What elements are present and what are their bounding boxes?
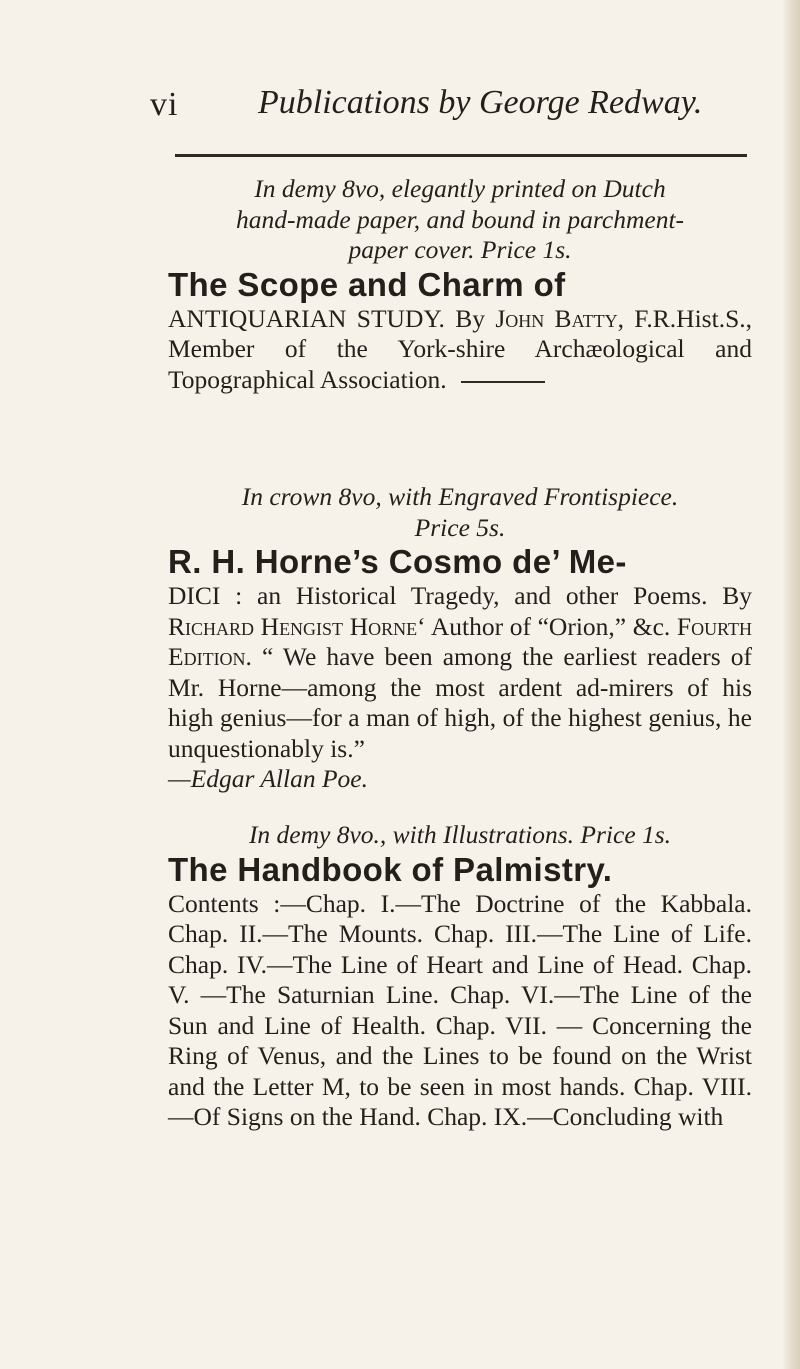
description-text: DICI : an Historical Tragedy, and other Poems. By (168, 581, 752, 610)
entry-description (168, 304, 752, 396)
author-name: Richard Hengist Horne‘ (168, 611, 426, 641)
contents-list: Contents :—Chap. I.—The Doctrine of the Kabbala. Chap. II.—The Mounts. Chap. III.—The Line of Life. Chap. IV.—The Line of Heart and Line of Head. Chap. V. —The Saturnian Line. Chap. VI.—The Line of the Sun and Line of Health. Chap. VII. — Concerning the Ring of Venus, and the Lines to be found on the Wrist and the Letter M, to be seen in most hands. Chap. VIII.—Of Signs on the Hand. Chap. IX.—Concluding with (168, 888, 752, 1131)
running-head (150, 80, 752, 132)
format-line: In crown 8vo, with Engraved Frontispiece. (241, 482, 679, 511)
book-page (150, 80, 753, 1131)
short-rule-divider (461, 381, 545, 383)
page-edge-shadow (782, 0, 800, 1369)
book-title-heading: R. H. Horne’s Cosmo de’ Me- (168, 543, 627, 580)
entry-cosmo-de-medici (168, 482, 752, 795)
header-rule (175, 154, 747, 157)
running-head-title: Publications by George Redway. (258, 84, 703, 121)
entry-antiquarian-study (168, 174, 752, 395)
quote-attribution: —Edgar Allan Poe. (168, 764, 368, 793)
description-text: , F.R.Hist.S., Member of the York-shire Archæological and Topographical Association. (168, 303, 752, 394)
format-line: In demy 8vo., with Illustrations. Price 1s. (248, 820, 672, 849)
format-line: paper cover. Price 1s. (348, 235, 572, 264)
page-number: vi (150, 86, 179, 123)
edition-label: Fourth Edition. (168, 611, 753, 671)
description-text: Author of “Orion,” &c. (425, 611, 677, 641)
format-line: In demy 8vo, elegantly printed on Dutch (254, 174, 666, 203)
book-title-heading: The Scope and Charm of (168, 265, 566, 303)
format-line: hand-made paper, and bound in parchment- (235, 204, 685, 234)
description-text: ANTIQUARIAN STUDY. By (168, 303, 496, 333)
author-name: John Batty (495, 303, 618, 333)
entry-description (168, 581, 752, 764)
book-title-heading: The Handbook of Palmistry. (168, 850, 613, 888)
format-line: Price 5s. (414, 512, 506, 542)
entry-handbook-of-palmistry (168, 820, 752, 1133)
review-quote: “ We have been among the earliest readers of Mr. Horne—among the most ardent ad-mirers of his high genius—for a man of high, of the highest genius, he unquestionably is.” (168, 642, 752, 763)
